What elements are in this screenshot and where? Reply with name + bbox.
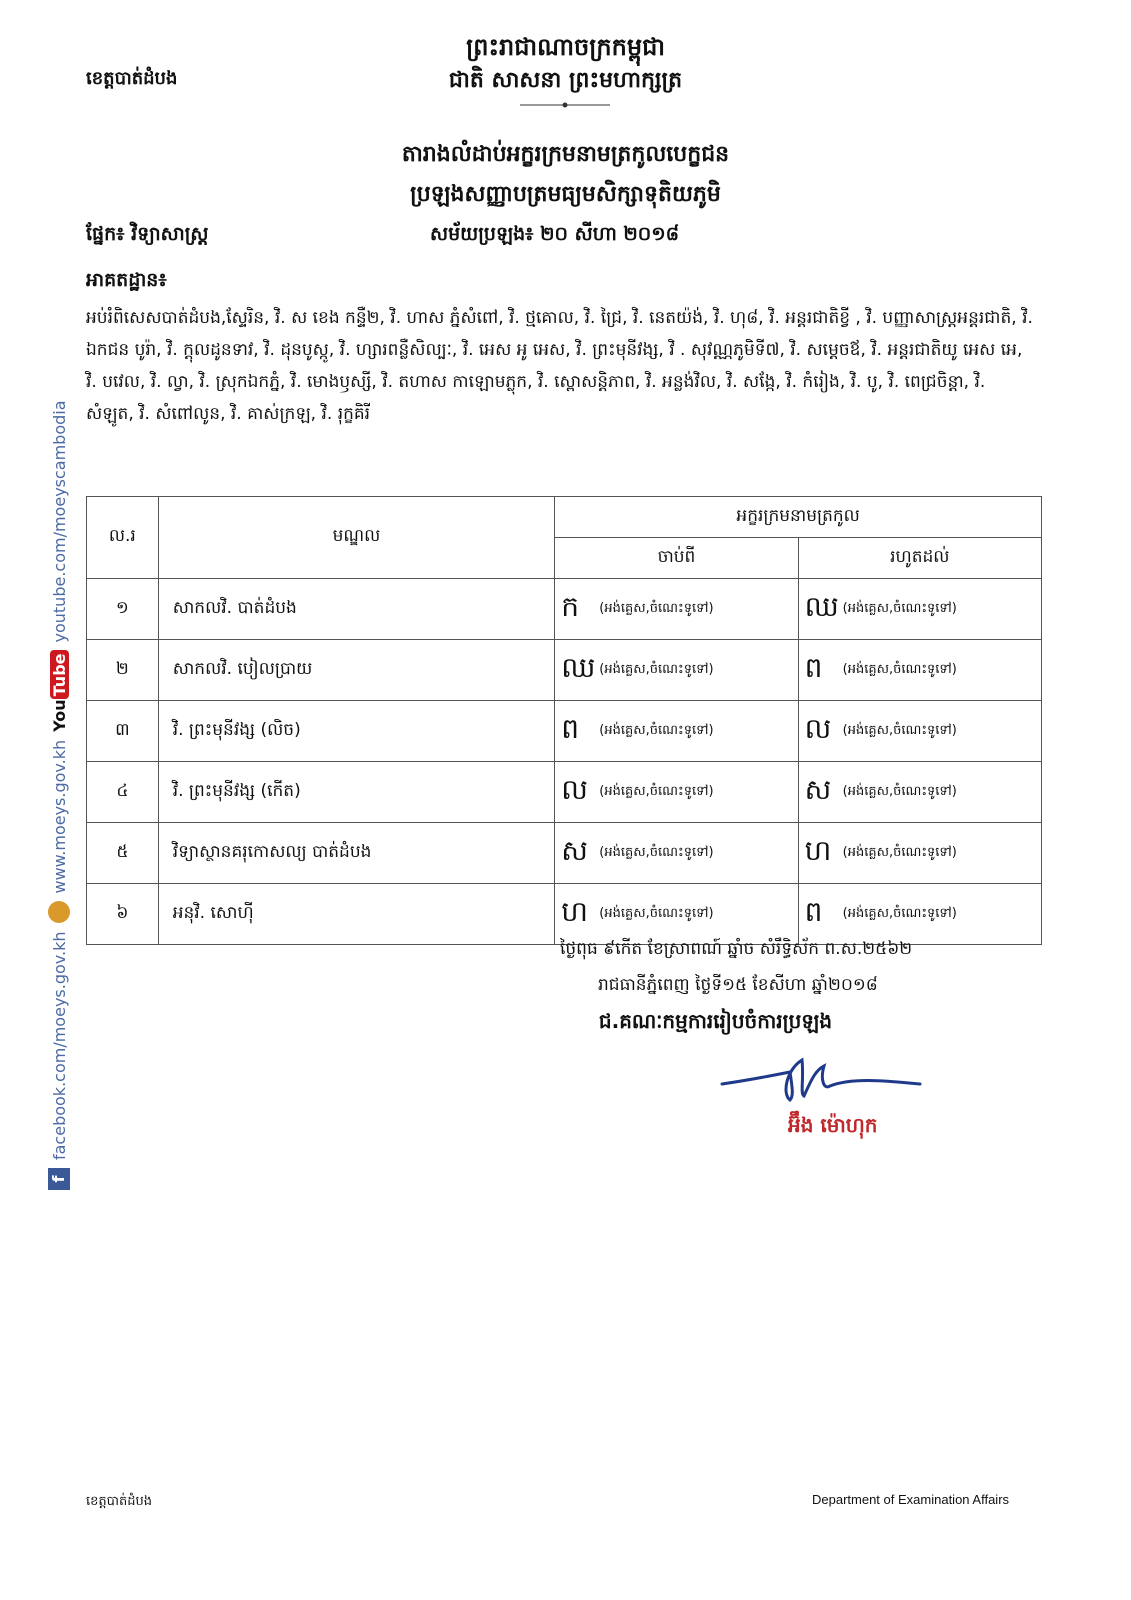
youtube-link[interactable]: youtube.com/moeyscambodia [49, 400, 69, 643]
to-letter: ឈ [804, 589, 839, 623]
centers-list-text: អប់រំពិសេសបាត់ដំបង,ស្ទែរិន, វិ. ស ខេង កន្ទឺ២, វិ. ហាស ភ្នំសំពៅ, វិ. ថ្មគោល, វិ. ជ្រៃ, វិ. នេតយ៉ង់, វិ. ហុ៨, វិ. អន្តរជាតិខ្វី , វិ. បញ្ញាសាស្ត្រអន្តរជាតិ, វិ. ឯកជន បូរ៉ា, វិ. ក្តុលដូនទាវ, វិ. ដុនបូស្កូ, វិ. ហ្សារពន្លឺសិល្បៈ, វិ. អេស អូ អេស, វិ. ព្រះមុនីវង្ស, វិ . សុវណ្ណភូមិទី៧, វិ. សម្តេចឪ, វិ. អន្តរជាតិយូ អេស អេ, វិ. បវេល, វិ. ល្វា, វិ. ស្រុកឯកភ្នំ, វិ. មោងឫស្សី, វិ. តហាស កាឡោមភ្លុក, វិ. ស្ពោសន្តិភាព, វិ. អន្លង់វិល, វិ. សង្កែ, វិ. កំរៀង, វិ. បូ, វិ. ពេជ្រចិន្តា, វិ. សំឡូត, វិ. សំពៅលូន, វិ. គាស់ក្រឡ, វិ. រុក្ខគិរី [86, 308, 1033, 424]
solar-date: រាជធានីភ្នំពេញ ថ្ងៃទី១៥ ខែសីហា ឆ្នាំ២០១៨ [598, 975, 878, 995]
from-letter: ក [561, 589, 580, 623]
table-row [87, 579, 1042, 640]
national-motto: ជាតិ សាសនា ព្រះមហាក្សត្រ [448, 68, 683, 93]
header-to: រហូតដល់ [798, 538, 1041, 579]
alphabet-range-table [86, 496, 1042, 945]
to-letter: ព [804, 894, 823, 928]
subject-note: (អង់គ្លេស,ចំណេះទូទៅ) [842, 661, 957, 677]
to-letter: ព [804, 650, 823, 684]
row-to [798, 579, 1041, 640]
header-from: ចាប់ពី [555, 538, 798, 579]
row-to [798, 884, 1041, 945]
row-from [555, 701, 798, 762]
row-to [798, 701, 1041, 762]
subject-note: (អង់គ្លេស,ចំណេះទូទៅ) [599, 783, 714, 799]
row-number: ២ [87, 640, 159, 701]
to-letter: ស [804, 772, 832, 806]
subject-note: (អង់គ្លេស,ចំណេះទូទៅ) [842, 905, 957, 921]
to-letter: ហ [804, 833, 832, 867]
row-number: ១ [87, 579, 159, 640]
row-to [798, 762, 1041, 823]
row-center: វិទ្យាស្ថានគរុកោសល្យ បាត់ដំបង [158, 823, 555, 884]
row-from [555, 762, 798, 823]
exam-session: សម័យប្រឡង៖ ២០ សីហា ២០១៨ [430, 223, 680, 245]
row-number: ៣ [87, 701, 159, 762]
row-number: ៤ [87, 762, 159, 823]
row-center: អនុវិ. សោហ៊ី [158, 884, 555, 945]
to-letter: ល [804, 711, 832, 745]
row-number: ៦ [87, 884, 159, 945]
subject-note: (អង់គ្លេស,ចំណេះទូទៅ) [599, 661, 714, 677]
from-letter: ព [561, 711, 580, 745]
row-to [798, 640, 1041, 701]
row-center: វិ. ព្រះមុនីវង្ស (កើត) [158, 762, 555, 823]
centers-heading: អាគតដ្ឋាន៖ [86, 269, 167, 291]
table-row [87, 640, 1042, 701]
subject-note: (អង់គ្លេស,ចំណេះទូទៅ) [599, 905, 714, 921]
table-row [87, 762, 1042, 823]
document-title-line2: ប្រឡងសញ្ញាបត្រមធ្យមសិក្សាទុតិយភូមិ [410, 182, 721, 207]
footer-department: Department of Examination Affairs [812, 1492, 1010, 1507]
footer-province: ខេត្តបាត់ដំបង [86, 1494, 153, 1509]
facebook-link[interactable]: facebook.com/moeys.gov.kh [49, 931, 69, 1160]
subject-note: (អង់គ្លេស,ចំណេះទូទៅ) [599, 844, 714, 860]
signer-name: អ៊ឹង ម៉ោហុក [788, 1113, 878, 1137]
row-number: ៥ [87, 823, 159, 884]
row-from [555, 640, 798, 701]
header-alphabet-group: អក្ខរក្រមនាមត្រកូល [555, 497, 1042, 538]
table-row [87, 701, 1042, 762]
subject-note: (អង់គ្លេស,ចំណេះទូទៅ) [842, 722, 957, 738]
facebook-icon: f [48, 1168, 70, 1190]
subject-note: (អង់គ្លេស,ចំណេះទូទៅ) [842, 844, 957, 860]
row-center: សាកលវិ. បៀលប្រាយ [158, 640, 555, 701]
ornament-divider [520, 101, 610, 109]
subject-label: ផ្នែក៖ វិទ្យាសាស្ត្រ [86, 223, 209, 245]
from-letter: ហ [561, 894, 588, 928]
document-title-line1: តារាងលំដាប់អក្ខរក្រមនាមត្រកូលបេក្ខជន [401, 142, 730, 167]
from-letter: ល [561, 772, 588, 806]
table-row [87, 884, 1042, 945]
committee-title: ជ.គណៈកម្មការរៀបចំការប្រឡង [598, 1009, 833, 1033]
header-number: ល.រ [87, 497, 159, 579]
header-center: មណ្ឌល [158, 497, 555, 579]
handwritten-signature [720, 1050, 940, 1110]
ministry-seal-icon [48, 902, 70, 924]
kingdom-title: ព្រះរាជាណាចក្រកម្ពុជា [466, 33, 665, 61]
subject-note: (អង់គ្លេស,ចំណេះទូទៅ) [842, 600, 957, 616]
row-center: វិ. ព្រះមុនីវង្ស (លិច) [158, 701, 555, 762]
row-from [555, 823, 798, 884]
table-row [87, 823, 1042, 884]
row-to [798, 823, 1041, 884]
lunar-date: ថ្ងៃពុធ ៩កើត ខែស្រាពណ៍ ឆ្នាំច សំរឹទ្ធិស័ក ព.ស.២៥៦២ [560, 939, 913, 959]
website-link[interactable]: www.moeys.gov.kh [49, 739, 69, 894]
subject-note: (អង់គ្លេស,ចំណេះទូទៅ) [599, 722, 714, 738]
row-center: សាកលវិ. បាត់ដំបង [158, 579, 555, 640]
youtube-icon: YouTube [50, 650, 69, 731]
province-label: ខេត្តបាត់ដំបង [86, 68, 178, 89]
from-letter: ឈ [561, 650, 596, 684]
from-letter: ស [561, 833, 588, 867]
subject-note: (អង់គ្លេស,ចំណេះទូទៅ) [599, 600, 714, 616]
row-from [555, 884, 798, 945]
row-from [555, 579, 798, 640]
subject-note: (អង់គ្លេស,ចំណេះទូទៅ) [842, 783, 957, 799]
